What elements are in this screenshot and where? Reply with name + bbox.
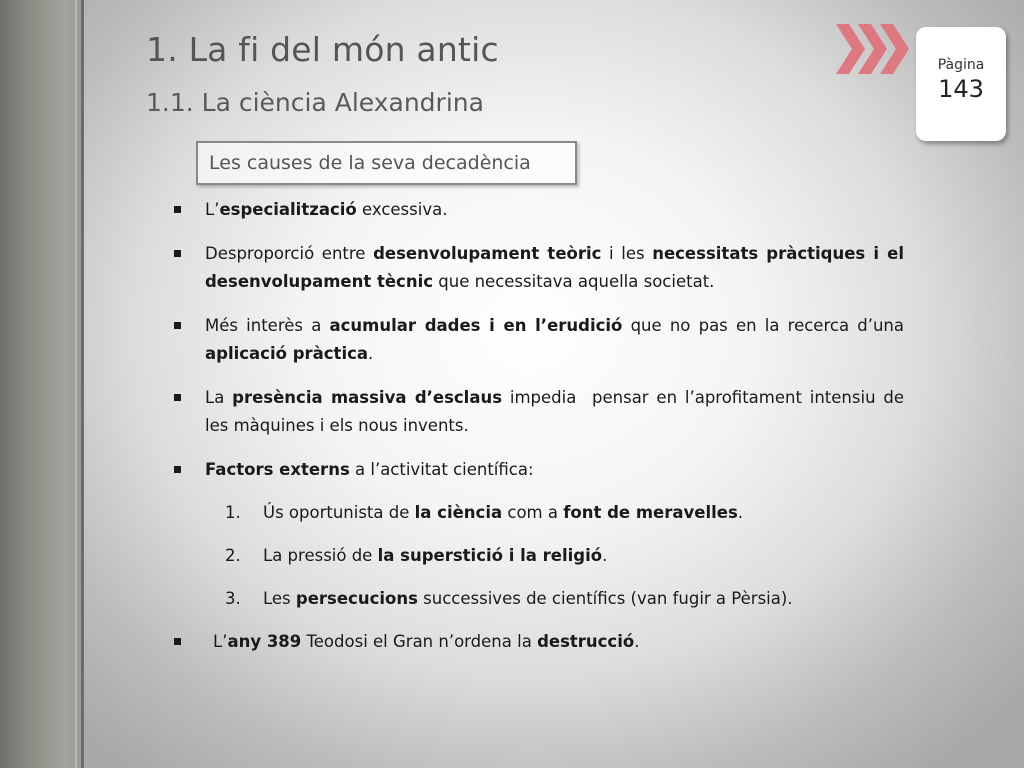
bullet-emphasis: destrucció <box>537 632 635 651</box>
slide-content <box>172 196 910 672</box>
square-bullet-icon <box>174 466 181 473</box>
item-text: . <box>737 503 744 522</box>
bullet-text: L’ <box>205 200 220 219</box>
bullet-item <box>172 456 904 484</box>
bullet-text: a l’activitat científica: <box>349 460 534 479</box>
item-text: . <box>602 546 608 565</box>
bullet-emphasis: aplicació pràctica <box>205 344 369 363</box>
item-text: Ús oportunista de <box>263 503 415 522</box>
triple-chevron-right-icon <box>834 22 914 76</box>
section-heading: Les causes de la seva decadència <box>196 141 577 185</box>
bullet-item <box>172 628 904 656</box>
item-emphasis: persecucions <box>295 589 418 608</box>
bullet-item <box>172 312 904 368</box>
item-text: com a <box>502 503 564 522</box>
bullet-item <box>172 240 904 296</box>
bullet-text: Teodosi el Gran n’ordena la <box>301 632 538 651</box>
bullet-item <box>172 196 904 224</box>
bullet-text: Més interès a <box>205 316 330 335</box>
slide-subtitle: 1.1. La ciència Alexandrina <box>146 88 484 117</box>
square-bullet-icon <box>174 250 181 257</box>
bullet-text: Desproporció entre <box>205 244 374 263</box>
square-bullet-icon <box>174 394 181 401</box>
bullet-emphasis: especialització <box>219 200 357 219</box>
bullet-emphasis: acumular dades i en l’erudició <box>329 316 623 335</box>
square-bullet-icon <box>174 206 181 213</box>
item-emphasis: la superstició i la religió <box>377 546 603 565</box>
numbered-item <box>172 499 904 527</box>
bullet-item <box>172 384 910 440</box>
numbered-item <box>172 542 904 570</box>
square-bullet-icon <box>174 638 181 645</box>
page-label: Pàgina <box>937 57 985 73</box>
page-indicator <box>916 27 1006 141</box>
bullet-text: . <box>368 344 374 363</box>
bullet-text: excessiva. <box>356 200 448 219</box>
bullet-emphasis: desenvolupament teòric <box>373 244 602 263</box>
page-number: 143 <box>938 75 984 103</box>
bullet-text: i les <box>601 244 653 263</box>
bullet-emphasis: Factors externs <box>205 460 350 479</box>
item-number: 3. <box>225 589 241 608</box>
item-emphasis: font de meravelles <box>563 503 738 522</box>
item-emphasis: la ciència <box>414 503 503 522</box>
item-text: successives de científics (van fugir a Pèrsia). <box>417 589 793 608</box>
bullet-emphasis: necessitats pràctiques i el desenvolupament tècnic <box>205 244 905 291</box>
bullet-text: que necessitava aquella societat. <box>433 272 715 291</box>
bullet-text: La <box>205 388 233 407</box>
bullet-emphasis: any 389 <box>227 632 302 651</box>
bullet-text: que no pas en la recerca d’una <box>622 316 904 335</box>
numbered-item <box>172 585 904 613</box>
left-decorative-bar <box>0 0 84 768</box>
slide-title: 1. La fi del món antic <box>146 30 499 69</box>
bullet-text: impedia pensar en l’aprofitament intensiu de les màquines i els nous invents. <box>205 388 910 435</box>
bullet-text: . <box>634 632 640 651</box>
square-bullet-icon <box>174 322 181 329</box>
item-text: La pressió de <box>263 546 378 565</box>
bullet-text: L’ <box>213 632 228 651</box>
bullet-emphasis: presència massiva d’esclaus <box>232 388 503 407</box>
item-text: Les <box>263 589 296 608</box>
item-number: 1. <box>225 503 241 522</box>
item-number: 2. <box>225 546 241 565</box>
